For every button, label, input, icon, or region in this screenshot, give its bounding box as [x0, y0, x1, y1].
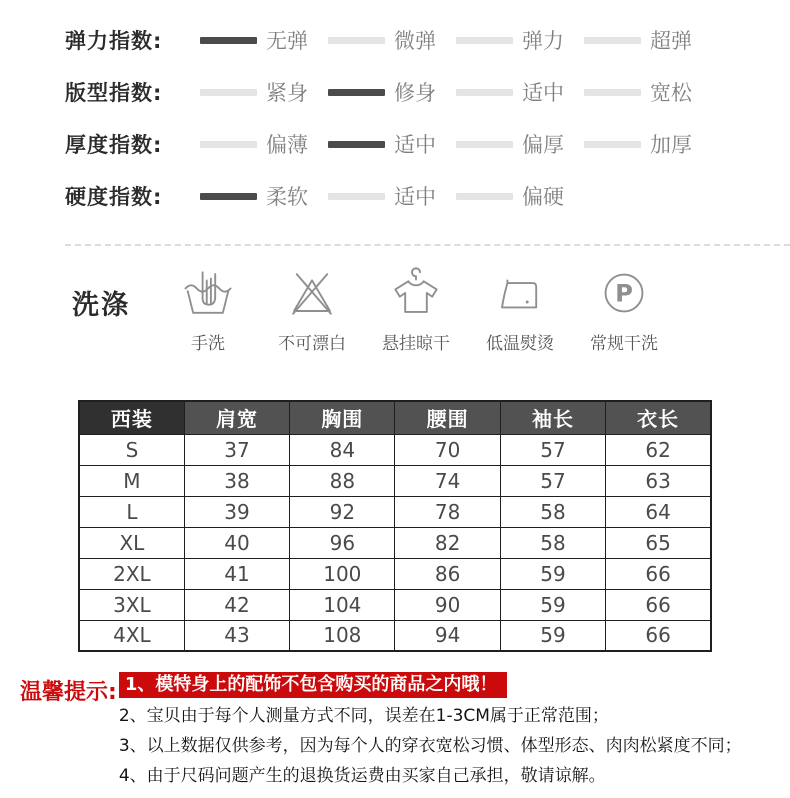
size-cell: 86 — [395, 558, 500, 589]
size-cell: 108 — [290, 620, 395, 651]
size-cell: 58 — [500, 527, 605, 558]
tip-line-highlighted: 1、模特身上的配饰不包含购买的商品之内哦！ — [119, 672, 508, 698]
size-cell: S — [79, 434, 184, 465]
index-bar — [456, 37, 513, 44]
tip-line: 3、以上数据仅供参考，因为每个人的穿衣宽松习惯、体型形态、肉肉松紧度不同； — [118, 736, 742, 756]
washing-section-title: 洗涤 — [72, 290, 130, 321]
warm-tips-section — [20, 672, 790, 795]
index-option — [200, 181, 328, 211]
index-option — [456, 129, 584, 159]
index-bar — [328, 37, 385, 44]
index-label: 厚度指数: — [65, 133, 163, 157]
index-option-label: 加厚 — [650, 133, 692, 157]
index-row-thickness — [65, 118, 790, 170]
size-cell: 74 — [395, 465, 500, 496]
size-cell: 41 — [184, 558, 289, 589]
index-options — [200, 25, 712, 55]
size-cell: 104 — [290, 589, 395, 620]
washing-item-label: 常规干洗 — [590, 334, 658, 354]
index-bar-active — [328, 89, 385, 96]
hang-dry-icon — [389, 266, 443, 320]
washing-section — [0, 246, 790, 354]
index-options — [200, 181, 584, 211]
size-table-header: 衣长 — [606, 401, 711, 434]
size-cell: 82 — [395, 527, 500, 558]
index-bar-active — [200, 193, 257, 200]
size-cell: 100 — [290, 558, 395, 589]
size-cell: 2XL — [79, 558, 184, 589]
size-cell: 84 — [290, 434, 395, 465]
size-cell: 96 — [290, 527, 395, 558]
index-option — [328, 181, 456, 211]
index-option-label: 修身 — [394, 81, 436, 105]
index-bar — [456, 141, 513, 148]
size-table-header-row — [79, 401, 711, 434]
index-option — [456, 25, 584, 55]
washing-item-label: 低温熨烫 — [486, 334, 554, 354]
index-option-label: 无弹 — [266, 29, 308, 53]
size-cell: M — [79, 465, 184, 496]
index-option — [456, 77, 584, 107]
index-label: 弹力指数: — [65, 29, 163, 53]
index-option — [584, 77, 712, 107]
size-cell: 78 — [395, 496, 500, 527]
tip-line: 2、宝贝由于每个人测量方式不同，误差在1-3CM属于正常范围； — [118, 706, 609, 726]
index-option-label: 紧身 — [266, 81, 308, 105]
size-cell: 37 — [184, 434, 289, 465]
washing-item-label: 不可漂白 — [278, 334, 346, 354]
index-option-label: 超弹 — [650, 29, 692, 53]
size-cell: 40 — [184, 527, 289, 558]
index-options — [200, 129, 712, 159]
index-option — [328, 129, 456, 159]
size-cell: 88 — [290, 465, 395, 496]
index-option — [584, 129, 712, 159]
size-cell: 42 — [184, 589, 289, 620]
washing-item-label: 悬挂晾干 — [382, 334, 450, 354]
size-cell: 59 — [500, 620, 605, 651]
index-row-fit — [65, 66, 790, 118]
index-bar — [584, 89, 641, 96]
size-cell: 94 — [395, 620, 500, 651]
size-cell: 64 — [606, 496, 711, 527]
washing-item — [364, 266, 468, 354]
washing-items — [156, 266, 676, 354]
index-bar — [456, 89, 513, 96]
size-table-row — [79, 496, 711, 527]
size-cell: 57 — [500, 434, 605, 465]
size-cell: 66 — [606, 558, 711, 589]
dry-clean-icon — [597, 266, 651, 320]
size-table-row — [79, 527, 711, 558]
size-table-row — [79, 620, 711, 651]
index-bar — [200, 89, 257, 96]
low-iron-icon — [493, 266, 547, 320]
index-option-label: 适中 — [522, 81, 564, 105]
index-row-elasticity — [65, 14, 790, 66]
size-cell: 66 — [606, 589, 711, 620]
index-option-label: 偏薄 — [266, 133, 308, 157]
fabric-index-section — [0, 0, 790, 222]
size-table-row — [79, 434, 711, 465]
index-option-label: 偏厚 — [522, 133, 564, 157]
size-cell: 90 — [395, 589, 500, 620]
size-cell: 57 — [500, 465, 605, 496]
size-table-row — [79, 589, 711, 620]
washing-item — [156, 266, 260, 354]
size-table-header: 西装 — [79, 401, 184, 434]
size-cell: 39 — [184, 496, 289, 527]
tip-line: 4、由于尺码问题产生的退换货运费由买家自己承担，敬请谅解。 — [118, 766, 606, 786]
washing-item — [260, 266, 364, 354]
index-option-label: 宽松 — [650, 81, 692, 105]
hand-wash-icon — [181, 266, 235, 320]
size-cell: 66 — [606, 620, 711, 651]
washing-item-label: 手洗 — [191, 334, 225, 354]
index-option — [200, 77, 328, 107]
index-bar-active — [200, 37, 257, 44]
size-cell: 63 — [606, 465, 711, 496]
size-cell: 70 — [395, 434, 500, 465]
index-option — [328, 77, 456, 107]
size-cell: 62 — [606, 434, 711, 465]
index-option-label: 弹力 — [522, 29, 564, 53]
index-label: 硬度指数: — [65, 185, 163, 209]
size-table-row — [79, 558, 711, 589]
size-cell: 38 — [184, 465, 289, 496]
size-cell: 58 — [500, 496, 605, 527]
index-option — [200, 129, 328, 159]
size-cell: 43 — [184, 620, 289, 651]
index-option-label: 适中 — [394, 133, 436, 157]
index-bar — [456, 193, 513, 200]
index-bar — [584, 141, 641, 148]
index-bar — [584, 37, 641, 44]
index-option — [456, 181, 584, 211]
washing-item — [468, 266, 572, 354]
index-option-label: 偏硬 — [522, 185, 564, 209]
size-cell: 59 — [500, 558, 605, 589]
size-cell: XL — [79, 527, 184, 558]
index-label: 版型指数: — [65, 81, 163, 105]
index-options — [200, 77, 712, 107]
index-option-label: 适中 — [394, 185, 436, 209]
index-option-label: 微弹 — [394, 29, 436, 53]
index-bar-active — [328, 141, 385, 148]
size-cell: 65 — [606, 527, 711, 558]
size-cell: 3XL — [79, 589, 184, 620]
size-table-header: 腰围 — [395, 401, 500, 434]
index-bar — [200, 141, 257, 148]
warm-tips-lines — [119, 672, 742, 795]
size-cell: L — [79, 496, 184, 527]
size-cell: 92 — [290, 496, 395, 527]
index-option-label: 柔软 — [266, 185, 308, 209]
svg-text:P: P — [615, 278, 633, 308]
index-option — [584, 25, 712, 55]
index-bar — [328, 193, 385, 200]
size-cell: 4XL — [79, 620, 184, 651]
size-table — [78, 400, 712, 652]
index-option — [328, 25, 456, 55]
warm-tips-title: 温馨提示: — [20, 680, 117, 705]
size-table-header: 胸围 — [290, 401, 395, 434]
index-row-hardness — [65, 170, 790, 222]
washing-item — [572, 266, 676, 354]
size-table-header: 袖长 — [500, 401, 605, 434]
index-option — [200, 25, 328, 55]
no-bleach-icon — [285, 266, 339, 320]
size-table-row — [79, 465, 711, 496]
size-table-header: 肩宽 — [184, 401, 289, 434]
size-cell: 59 — [500, 589, 605, 620]
